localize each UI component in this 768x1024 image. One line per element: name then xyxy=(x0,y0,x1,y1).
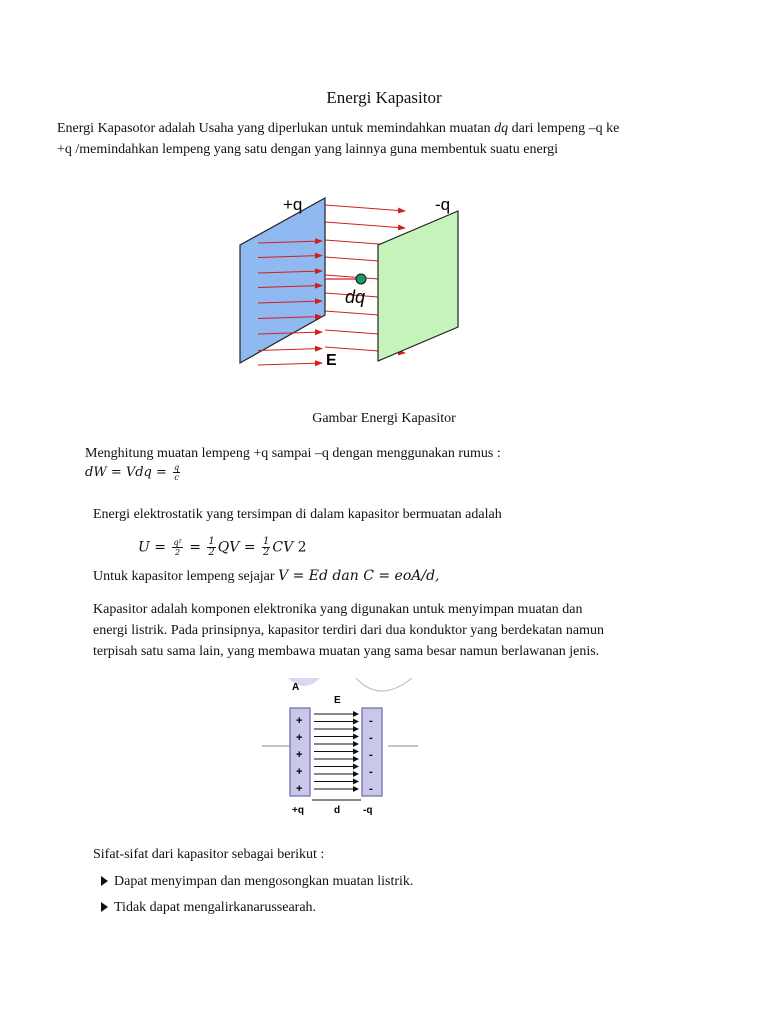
bullet-arrow-icon xyxy=(101,876,108,886)
capacitor-energy-figure xyxy=(230,185,490,375)
minus-sign: - xyxy=(369,715,373,727)
plus-sign: + xyxy=(296,732,303,744)
negative-plate xyxy=(378,211,458,361)
properties-heading: Sifat-sifat dari kapasitor sebagai berikut : xyxy=(93,847,325,862)
fraction-half-2: $\frac{1}{2}$ xyxy=(263,536,270,558)
intro-paragraph xyxy=(57,118,737,160)
intro-line-1: Energi Kapasotor adalah Usaha yang diperlukan untuk memindahkan muatan dq dari lempeng –q ke xyxy=(57,121,620,136)
calc-intro: Menghitung muatan lempeng +q sampai –q dengan menggunakan rumus : xyxy=(85,446,501,461)
label-field-e: E xyxy=(326,352,337,369)
property-item-2: Tidak dapat mengalirkanarussearah. xyxy=(101,897,316,918)
parallel-plate-figure xyxy=(262,672,422,820)
label-minus-q-2: -q xyxy=(363,805,373,816)
field-line xyxy=(325,222,405,228)
fraction-q-over-c: $\frac{q}{c}$ xyxy=(174,463,180,482)
label-d: d xyxy=(334,805,341,816)
fraction-half-1: $\frac{1}{2}$ xyxy=(208,536,215,558)
plate-b-arc xyxy=(356,678,412,691)
field-line xyxy=(325,205,405,211)
definition-paragraph: Kapasitor adalah komponen elektronika yang digunakan untuk menyimpan muatan dan energi listrik. Pada prinsipnya, kapasitor terdiri dari dua konduktor yang berdekatan namun terpisah satu sama lain, yang membawa muatan yang sama besar namun berlawanan jenis. xyxy=(93,602,604,659)
property-item-1: Dapat menyimpan dan mengosongkan muatan listrik. xyxy=(101,871,413,892)
parallel-plate-line: Untuk kapasitor lempeng sejajar V = Ed dan C = eoA/d, xyxy=(93,568,440,584)
field-arrows xyxy=(314,714,358,789)
energy-intro: Energi elektrostatik yang tersimpan di dalam kapasitor bermuatan adalah xyxy=(93,507,502,522)
formula-energy: U = $\frac{\text{q²}}{2}$ = $\frac{1}{2}$ QV = $\frac{1}{2}$ CV 2 xyxy=(138,536,307,558)
field-line xyxy=(258,363,322,365)
minus-sign: - xyxy=(369,732,373,744)
plus-sign: + xyxy=(296,766,303,778)
bullet-arrow-icon xyxy=(101,902,108,912)
page-title: Energi Kapasitor xyxy=(326,88,442,107)
label-plus-q-2: +q xyxy=(292,805,304,816)
figure-1-caption: Gambar Energi Kapasitor xyxy=(312,411,456,426)
label-minus-q: -q xyxy=(435,195,451,214)
minus-sign: - xyxy=(369,749,373,761)
plus-sign: + xyxy=(296,783,303,795)
minus-sign: - xyxy=(369,766,373,778)
minus-sign: - xyxy=(369,783,373,795)
fraction-q2-over-2: $\frac{\text{q²}}{2}$ xyxy=(173,538,182,557)
plus-sign: + xyxy=(296,715,303,727)
label-dq: dq xyxy=(345,287,366,307)
label-plus-q: +q xyxy=(283,195,303,214)
intro-line-2: +q /memindahkan lempeng yang satu dengan yang lainnya guna membentuk suatu energi xyxy=(57,142,559,157)
positive-plate xyxy=(240,198,325,363)
charge-dq-dot xyxy=(356,274,366,284)
field-line xyxy=(258,349,322,351)
label-a: A xyxy=(292,682,300,693)
plus-sign: + xyxy=(296,749,303,761)
label-e: E xyxy=(334,695,341,706)
formula-dw: dW = Vdq = $\frac{q}{c}$ xyxy=(85,463,180,482)
